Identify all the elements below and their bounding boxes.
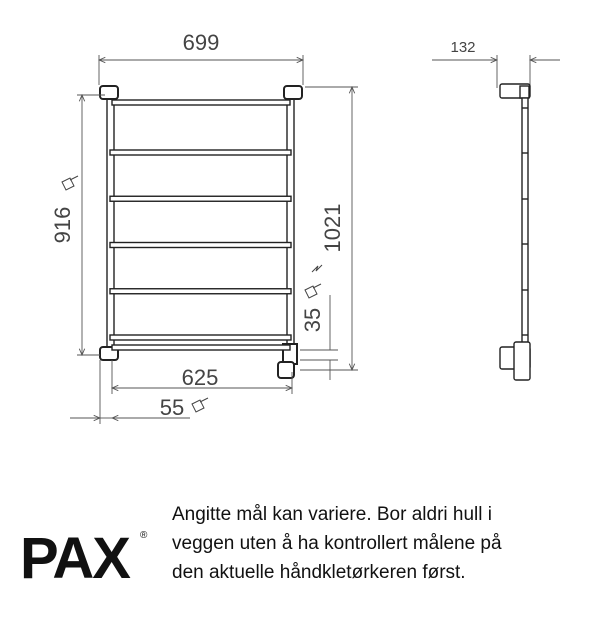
- rail: [110, 289, 291, 294]
- pax-logo: [20, 520, 155, 590]
- right-upright: [287, 95, 294, 357]
- dim-depth: 132: [450, 39, 476, 56]
- top-right-bracket: [284, 86, 302, 99]
- note-line: den aktuelle håndkletørkeren først.: [172, 562, 466, 583]
- top-bar: [112, 100, 290, 105]
- side-view: [500, 84, 530, 380]
- disclaimer-note: [172, 500, 587, 587]
- screw-icon: [192, 398, 208, 412]
- top-left-bracket: [100, 86, 118, 99]
- side-upright: [522, 98, 528, 343]
- side-top-cap: [520, 86, 529, 98]
- screw-icon: [62, 176, 78, 190]
- electric-bolt-icon: [312, 265, 322, 272]
- dim-width-top: 699: [182, 30, 220, 55]
- dim-inner-width: 625: [181, 365, 219, 390]
- dimension-lines: [70, 55, 560, 424]
- rail: [110, 150, 291, 155]
- rail: [110, 196, 291, 201]
- dim-offset-bottom: 55: [159, 395, 185, 420]
- screw-icon: [305, 284, 321, 298]
- rails: [110, 150, 291, 340]
- dim-connector-height: 35: [300, 307, 325, 333]
- bottom-bar: [112, 345, 290, 350]
- rail: [110, 335, 291, 340]
- logo-registered-mark: ®: [140, 530, 148, 541]
- front-view: [100, 86, 302, 378]
- dim-height-left: 916: [50, 206, 75, 244]
- left-upright: [107, 95, 114, 357]
- note-line: veggen uten å ha kontrollert målene på: [172, 533, 502, 554]
- dim-height-right: 1021: [320, 203, 345, 253]
- note-line: Angitte mål kan variere. Bor aldri hull i: [172, 504, 492, 525]
- logo-brand-text: PAX: [20, 526, 129, 590]
- rail: [110, 243, 291, 248]
- side-connector: [514, 342, 530, 380]
